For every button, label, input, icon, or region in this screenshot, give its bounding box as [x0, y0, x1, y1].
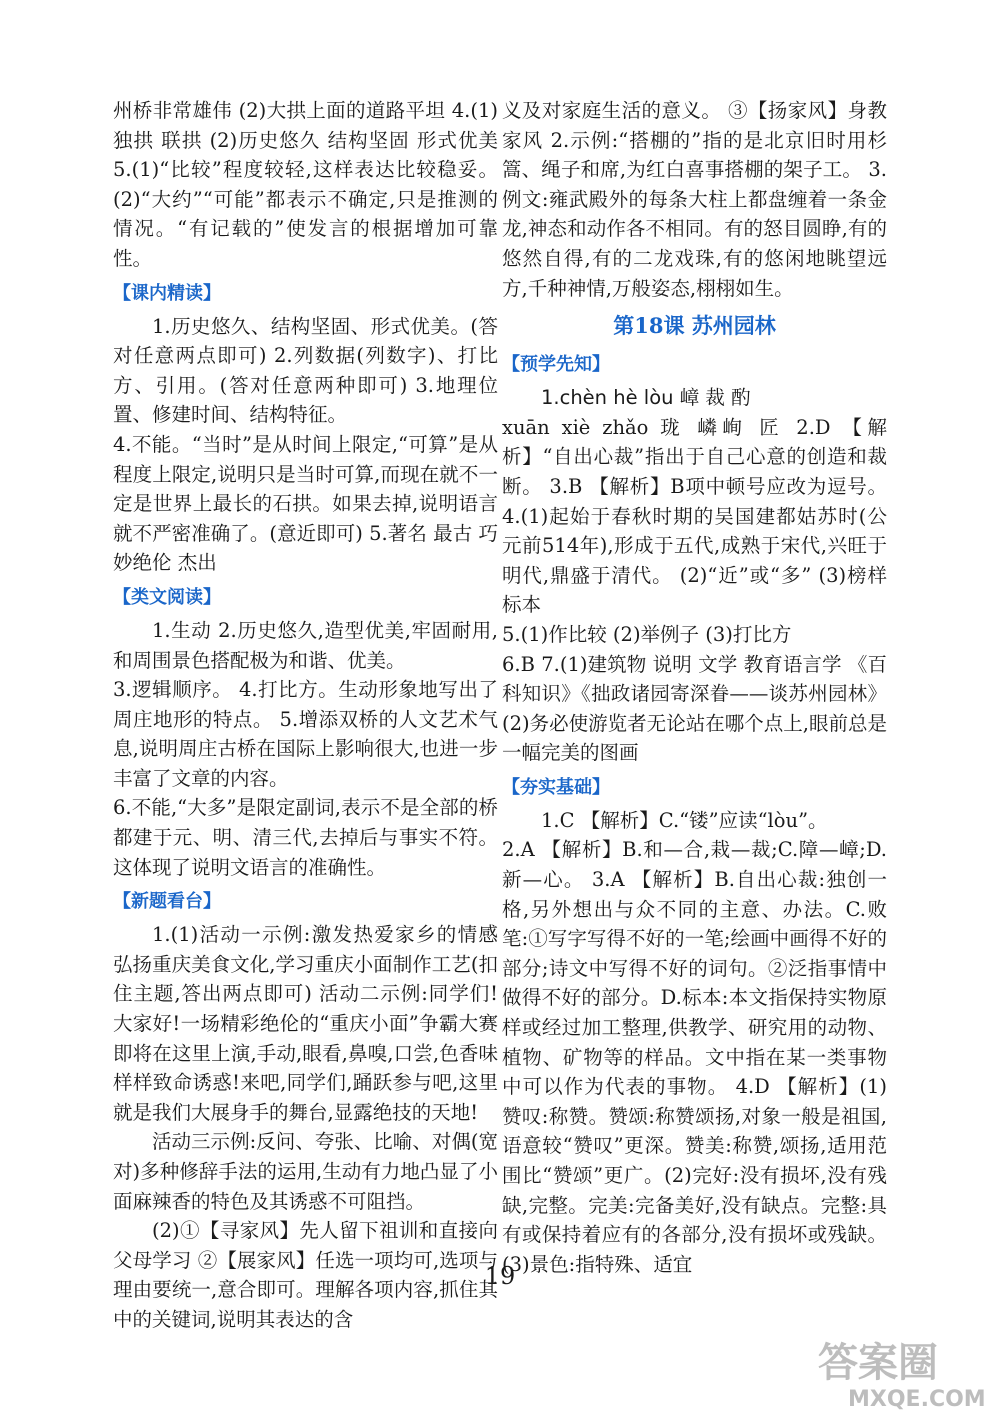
answer-paragraph: 1.历史悠久、结构坚固、形式优美。(答对任意两点即可) 2.列数据(列数字)、打比方、引用。(答对任意两种即可) 3.地理位置、修建时间、结构特征。	[113, 314, 498, 427]
answer-paragraph: 6.B 7.(1)建筑物 说明 文学 教育语言学 《百科知识》《拙政诸园寄深眷——谈苏州园林》 (2)务必使游览者无论站在哪个点上,眼前总是一幅完美的图画	[502, 652, 887, 765]
answer-paragraph: 1.(1)活动一示例:激发热爱家乡的情感 弘扬重庆美食文化,学习重庆小面制作工艺(扣住主题,答出两点即可) 活动二示例:同学们!大家好!一场精彩绝伦的“重庆小面”争霸大赛即将在这里上演,手动,眼看,鼻嗅,口尝,色香味样样致命诱惑!来吧,同学们,踊跃参与吧,这里就是我们大展身手的舞台,显露绝技的天地!	[113, 923, 498, 1124]
answer-paragraph: 5.(1)作比较 (2)举例子 (3)打比方	[502, 622, 792, 646]
section-heading-hangshi: 【夯实基础】	[502, 776, 610, 798]
section-heading-leiwen: 【类文阅读】	[113, 586, 221, 608]
watermark-logo	[808, 1332, 998, 1412]
answer-paragraph: 6.不能,“大多”是限定副词,表示不是全部的桥都建于元、明、清三代,去掉后与事实不符。这体现了说明文语言的准确性。	[113, 796, 498, 879]
left-intro-paragraph: 州桥非常雄伟 (2)大拱上面的道路平坦 4.(1)独拱 联拱 (2)历史悠久 结构坚固 形式优美 5.(1)“比较”程度较轻,这样表达比较稳妥。 (2)“大约”“可能”都表示不确定,只是推测的情况。“有记载的”使发言的根据增加可靠性。	[113, 99, 498, 270]
section-heading-kenei: 【课内精读】	[113, 282, 221, 304]
answer-paragraph: 1.C 【解析】C.“镂”应读“lòu”。	[541, 808, 828, 832]
right-column	[502, 96, 887, 1279]
answer-paragraph: 4.不能。“当时”是从时间上限定,“可算”是从程度上限定,说明只是当时可算,而现在就不一定是世界上最长的石拱。如果去掉,说明语言就不严密准确了。(意近即可) 5.著名 最古 巧妙绝伦 杰出	[113, 432, 498, 575]
lesson-title: 第18课 苏州园林	[613, 313, 776, 339]
svg-text:答案圈: 答案圈	[818, 1340, 938, 1386]
pinyin-line: 1.chèn hè lòu 嶂 裁 酌	[541, 386, 751, 410]
section-heading-xinti: 【新题看台】	[113, 891, 221, 913]
left-column	[113, 96, 498, 1335]
right-intro-paragraph: 义及对家庭生活的意义。 ③【扬家风】身教 家风 2.示例:“搭棚的”指的是北京旧时用杉篙、绳子和席,为红白喜事搭棚的架子工。 3.例文:雍武殿外的每条大柱上都盘缠着一条金龙,神态和动作各不相同。有的怒目圆睁,有的悠然自得,有的二龙戏珠,有的悠闲地眺望远方,千种神情,万般姿态,栩栩如生。	[502, 99, 887, 300]
page-number: 19	[484, 1262, 516, 1290]
answer-paragraph: 活动三示例:反问、夸张、比喻、对偶(宽对)多种修辞手法的运用,生动有力地凸显了小面麻辣香的特色及其诱惑不可阻挡。	[113, 1130, 498, 1213]
section-heading-yuxue: 【预学先知】	[502, 354, 610, 376]
answer-paragraph: 2.A 【解析】B.和—合,栽—裁;C.障—嶂;D.新—心。 3.A 【解析】B.自出心裁:独创一格,另外想出与众不同的主意、办法。C.败笔:①写字写得不好的一笔;绘画中画得不好的部分;诗文中写得不好的词句。②泛指事情中做得不好的部分。D.标本:本文指保持实物原样或经过加工整理,供教学、研究用的动物、植物、矿物等的样品。文中指在某一类事物中可以作为代表的事物。 4.D 【解析】(1)赞叹:称赞。赞颂:称赞颂扬,对象一般是祖国,语意较“赞叹”更深。赞美:称赞,颂扬,适用范围比“赞颂”更广。(2)完好:没有损坏,没有残缺,完整。完美:完备美好,没有缺点。完整:具有或保持着应有的各部分,没有损坏或残缺。(3)景色:指特殊、适宜	[502, 838, 887, 1276]
answer-paragraph: 3.逻辑顺序。 4.打比方。生动形象地写出了周庄地形的特点。 5.增添双桥的人文艺术气息,说明周庄古桥在国际上影响很大,也进一步丰富了文章的内容。	[113, 678, 498, 790]
answer-paragraph: (2)①【寻家风】先人留下祖训和直接向父母学习 ②【展家风】任选一项均可,选项与理由要统一,意合即可。理解各项内容,抓住其中的关键词,说明其表达的含	[113, 1219, 498, 1331]
answer-paragraph: 1.生动 2.历史悠久,造型优美,牢固耐用,和周围景色搭配极为和谐、优美。	[113, 618, 498, 672]
answer-paragraph: xuān xiè zhǎo 珑 嶙峋 匠 2.D 【解析】“自出心裁”指出于自己心意的创造和裁断。 3.B 【解析】B项中顿号应改为逗号。 4.(1)起始于春秋时期的吴国建都姑苏时(公元前514年),形成于五代,成熟于宋代,兴旺于明代,鼎盛于清代。 (2)“近”或“多” (3)榜样 标本	[502, 415, 887, 617]
svg-text:MXQE.COM: MXQE.COM	[848, 1387, 986, 1412]
